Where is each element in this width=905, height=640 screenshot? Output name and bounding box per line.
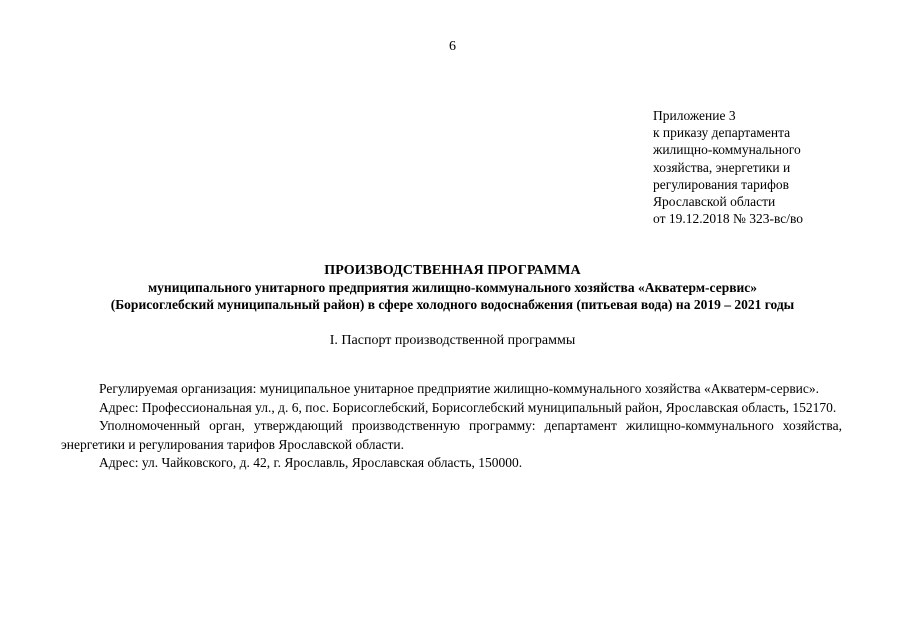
passport-paragraph-organization: Регулируемая организация: муниципальное унитарное предприятие жилищно-коммунального хозяйства «Акватерм-сервис». bbox=[99, 381, 820, 396]
appendix-line: жилищно-коммунального bbox=[653, 142, 801, 158]
appendix-block bbox=[653, 107, 893, 227]
appendix-line: регулирования тарифов bbox=[653, 176, 790, 192]
passport-section bbox=[61, 380, 842, 473]
appendix-line: Ярославской области bbox=[653, 194, 776, 210]
passport-paragraph-org-address: Адрес: Профессиональная ул., д. 6, пос. Борисоглебский, Борисоглебский муниципальный район, Ярославская область, 152170. bbox=[99, 399, 837, 415]
appendix-line: Приложение 3 bbox=[653, 108, 736, 123]
appendix-line: хозяйства, энергетики и bbox=[653, 159, 791, 175]
document-title bbox=[40, 262, 865, 313]
appendix-line: к приказу департамента bbox=[653, 125, 791, 141]
passport-paragraph-authority: Уполномоченный орган, утверждающий производственную программу: департамент жилищно-коммунального хозяйства, энергетики и регулирования тарифов Ярославской области. bbox=[61, 418, 842, 452]
page-number: 6 bbox=[449, 39, 456, 54]
title-line-2: (Борисоглебский муниципальный район) в сфере холодного водоснабжения (питьевая вода) на 2019 – 2021 годы bbox=[110, 297, 795, 312]
appendix-line: от 19.12.2018 № 323-вс/во bbox=[653, 211, 804, 227]
title-main: ПРОИЗВОДСТВЕННАЯ ПРОГРАММА bbox=[324, 263, 581, 278]
section-heading: I. Паспорт производственной программы bbox=[329, 333, 576, 348]
title-line-1: муниципального унитарного предприятия жилищно-коммунального хозяйства «Акватерм-сервис» bbox=[147, 280, 758, 295]
passport-paragraph-authority-address: Адрес: ул. Чайковского, д. 42, г. Ярославль, Ярославская область, 150000. bbox=[99, 455, 523, 470]
